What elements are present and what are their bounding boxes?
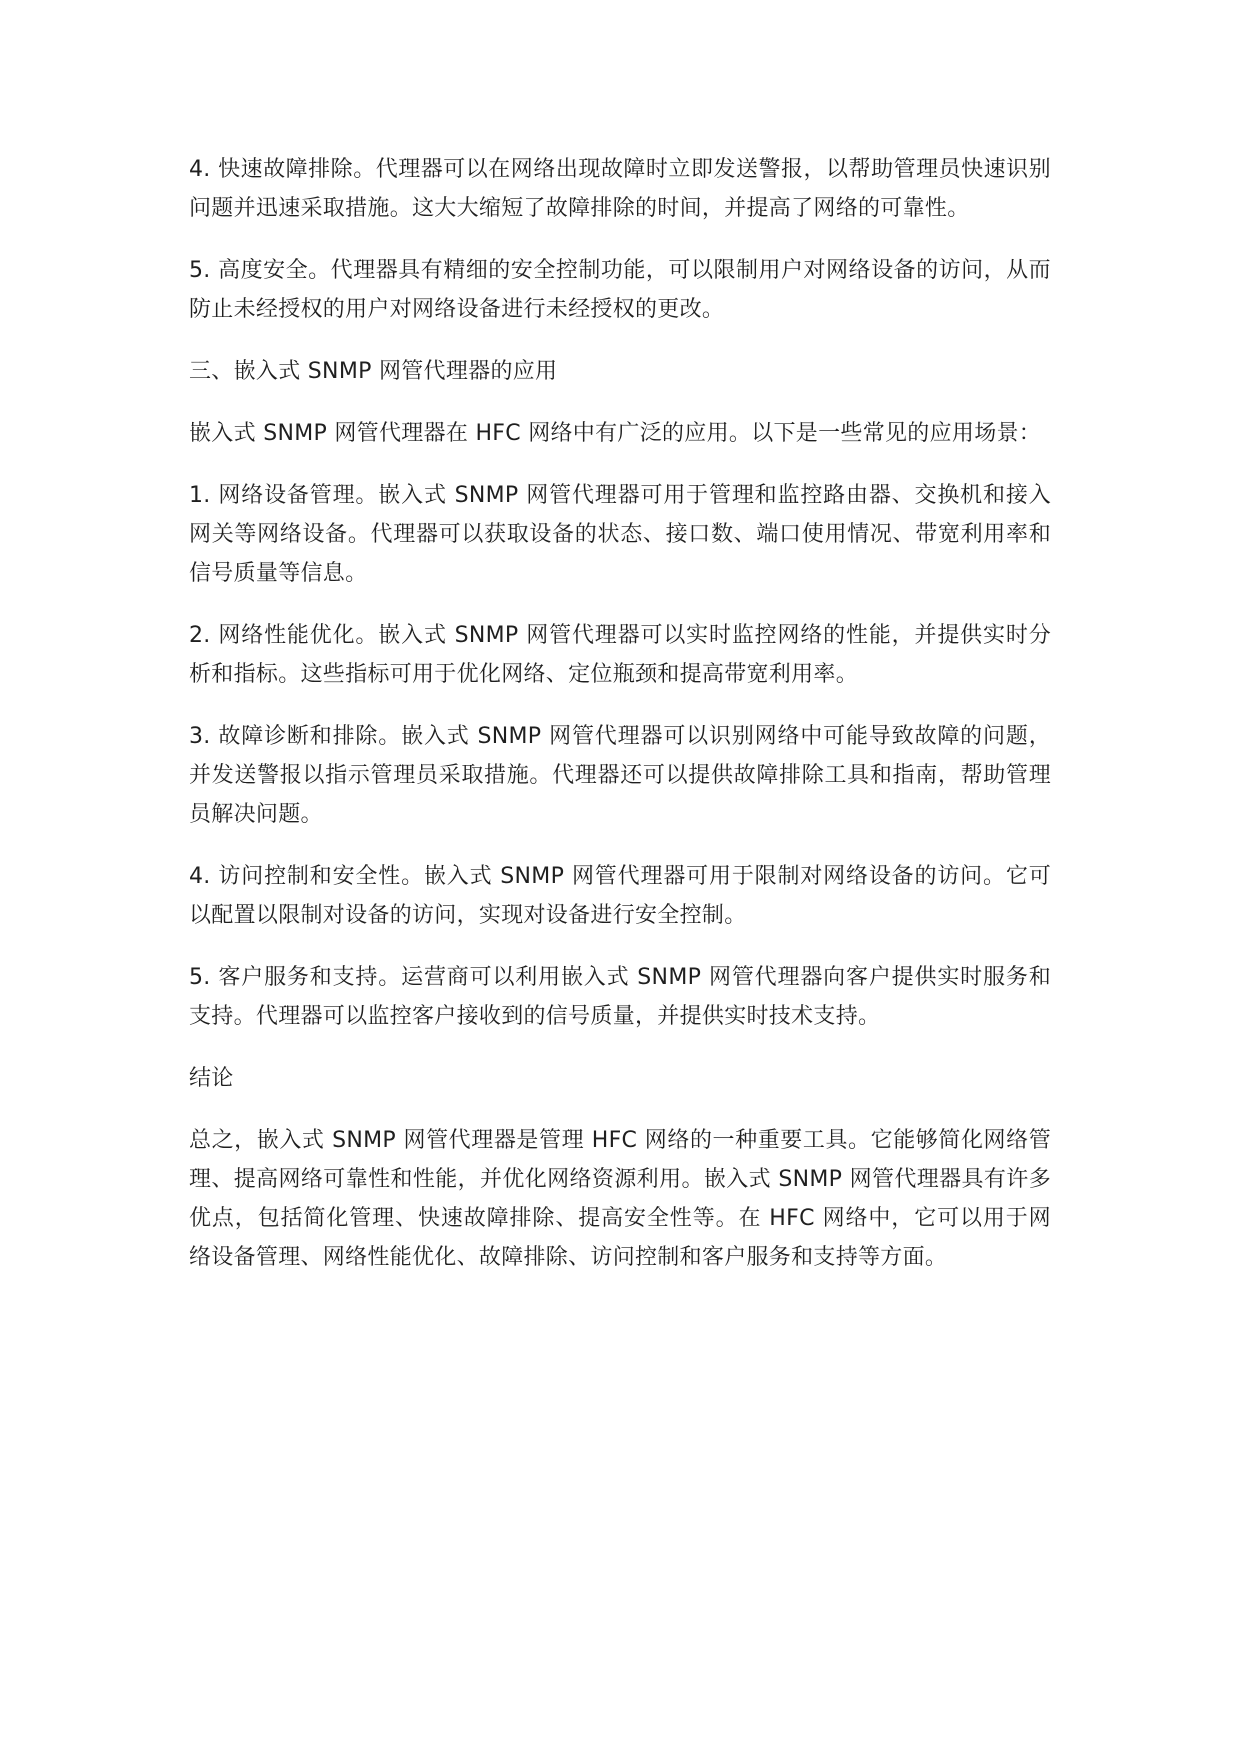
paragraph-fault-diagnosis: 3. 故障诊断和排除。嵌入式 SNMP 网管代理器可以识别网络中可能导致故障的问题，并发送警报以指示管理员采取措施。代理器还可以提供故障排除工具和指南，帮助管理员解决问题。: [189, 724, 1051, 827]
paragraph-customer-service: 5. 客户服务和支持。运营商可以利用嵌入式 SNMP 网管代理器向客户提供实时服务和支持。代理器可以监控客户接收到的信号质量，并提供实时技术支持。: [189, 965, 1051, 1029]
paragraph-applications-intro: 嵌入式 SNMP 网管代理器在 HFC 网络中有广泛的应用。以下是一些常见的应用场景：: [189, 421, 1042, 446]
paragraph-fast-troubleshooting: 4. 快速故障排除。代理器可以在网络出现故障时立即发送警报，以帮助管理员快速识别问题并迅速采取措施。这大大缩短了故障排除的时间，并提高了网络的可靠性。: [189, 157, 1051, 221]
paragraph-access-control: 4. 访问控制和安全性。嵌入式 SNMP 网管代理器可用于限制对网络设备的访问。它可以配置以限制对设备的访问，实现对设备进行安全控制。: [189, 864, 1051, 928]
paragraph-high-security: 5. 高度安全。代理器具有精细的安全控制功能，可以限制用户对网络设备的访问，从而防止未经授权的用户对网络设备进行未经授权的更改。: [189, 258, 1051, 322]
paragraph-conclusion: 总之，嵌入式 SNMP 网管代理器是管理 HFC 网络的一种重要工具。它能够简化网络管理、提高网络可靠性和性能，并优化网络资源利用。嵌入式 SNMP 网管代理器具有许多优点，包括简化管理、快速故障排除、提高安全性等。在 HFC 网络中，它可以用于网络设备管理、网络性能优化、故障排除、访问控制和客户服务和支持等方面。: [189, 1128, 1051, 1270]
section-heading-conclusion: 结论: [189, 1066, 234, 1091]
document-body: [189, 150, 1051, 1300]
paragraph-performance-optimization: 2. 网络性能优化。嵌入式 SNMP 网管代理器可以实时监控网络的性能，并提供实时分析和指标。这些指标可用于优化网络、定位瓶颈和提高带宽利用率。: [189, 623, 1051, 687]
paragraph-device-management: 1. 网络设备管理。嵌入式 SNMP 网管代理器可用于管理和监控路由器、交换机和接入网关等网络设备。代理器可以获取设备的状态、接口数、端口使用情况、带宽利用率和信号质量等信息。: [189, 483, 1051, 586]
section-heading-applications: 三、嵌入式 SNMP 网管代理器的应用: [189, 359, 558, 384]
